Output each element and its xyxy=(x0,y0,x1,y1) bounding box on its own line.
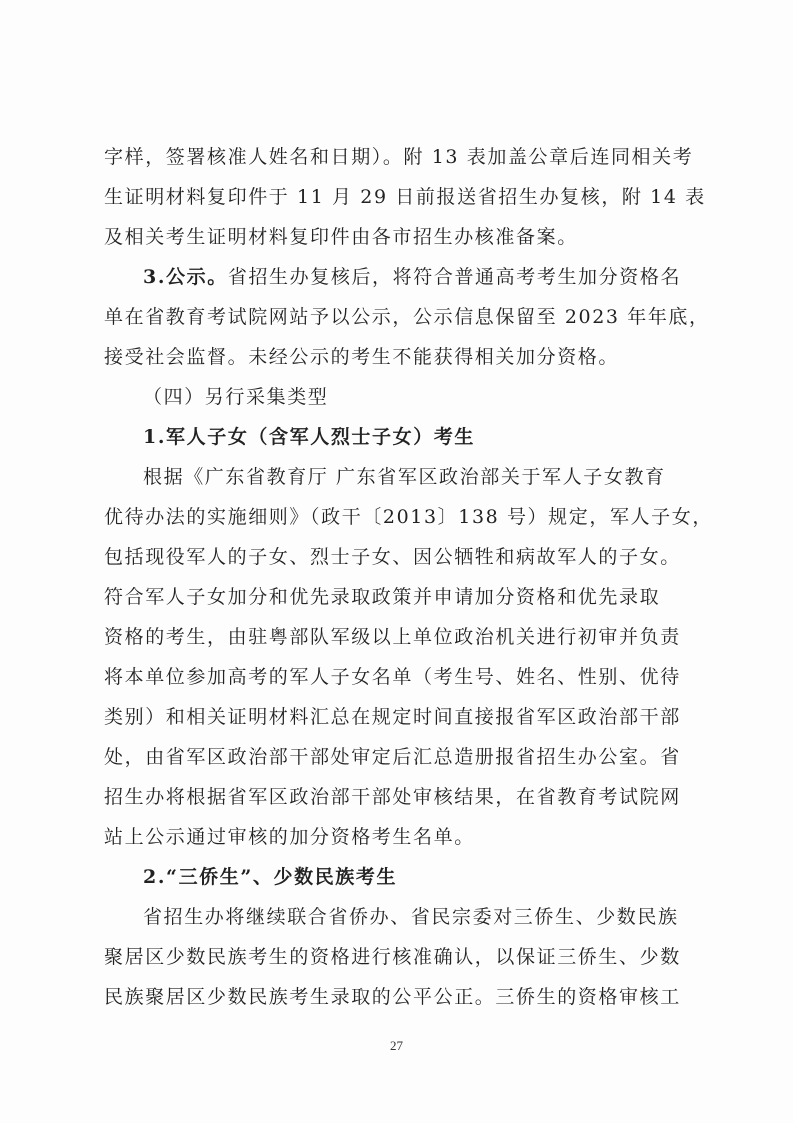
paragraph-line: 站上公示通过审核的加分资格考生名单。 xyxy=(104,826,475,848)
page-number: 27 xyxy=(390,1038,403,1053)
paragraph-line: 单在省教育考试院网站予以公示，公示信息保留至 2023 年年底， xyxy=(104,306,710,328)
paragraph-line: 聚居区少数民族考生的资格进行核准确认，以保证三侨生、少数 xyxy=(104,946,681,968)
section-line-publicity xyxy=(143,262,733,292)
paragraph-line: 根据《广东省教育厅 广东省军区政治部关于军人子女教育 xyxy=(143,466,666,488)
paragraph-line: 接受社会监督。未经公示的考生不能获得相关加分资格。 xyxy=(104,346,620,368)
subsection-heading-three-overseas-minority: 2.“三侨生”、少数民族考生 xyxy=(143,866,398,888)
paragraph-line: 资格的考生，由驻粤部队军级以上单位政治机关进行初审并负责 xyxy=(104,626,681,648)
paragraph-line: 类别）和相关证明材料汇总在规定时间直接报省军区政治部干部 xyxy=(104,706,681,728)
paragraph-line: 优待办法的实施细则》（政干〔2013〕138 号）规定，军人子女， xyxy=(104,506,713,528)
paragraph-line: 生证明材料复印件于 11 月 29 日前报送省招生办复核，附 14 表 xyxy=(104,186,706,208)
section-heading-publicity: 3.公示。 xyxy=(143,266,228,288)
paragraph-line: 处，由省军区政治部干部处审定后汇总造册报省招生办公室。省 xyxy=(104,746,681,768)
paragraph-line: 及相关考生证明材料复印件由各市招生办核准备案。 xyxy=(104,226,578,248)
paragraph-line: 将本单位参加高考的军人子女名单（考生号、姓名、性别、优待 xyxy=(104,666,681,688)
paragraph-line: 字样，签署核准人姓名和日期）。附 13 表加盖公章后连同相关考 xyxy=(104,146,694,168)
paragraph-line: 包括现役军人的子女、烈士子女、因公牺牲和病故军人的子女。 xyxy=(104,546,681,568)
section-heading-other-collection: （四）另行采集类型 xyxy=(143,386,329,408)
paragraph-text: 省招生办复核后，将符合普通高考考生加分资格名 xyxy=(227,266,682,288)
subsection-heading-military-children: 1.军人子女（含军人烈士子女）考生 xyxy=(143,426,476,448)
paragraph-line: 符合军人子女加分和优先录取政策并申请加分资格和优先录取 xyxy=(104,586,661,608)
paragraph-line: 民族聚居区少数民族考生录取的公平公正。三侨生的资格审核工 xyxy=(104,986,681,1008)
paragraph-line: 省招生办将继续联合省侨办、省民宗委对三侨生、少数民族 xyxy=(143,906,679,928)
paragraph-line: 招生办将根据省军区政治部干部处审核结果，在省教育考试院网 xyxy=(104,786,681,808)
